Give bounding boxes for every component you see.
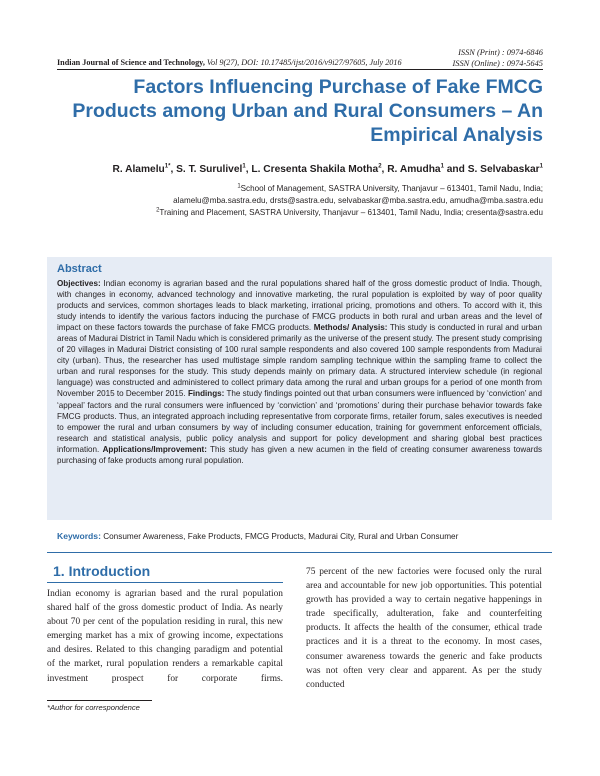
methods-text: This study is conducted in rural and urban areas of Madurai District in Tamil Nadu which is considered primarily as the universe of the present study. The present study comprising of 20 villages in Madurai District consisting of 100 rural sample respondents and also covered 100 sample respondents from Madurai city (urban). Thus, the researcher has used multistage simple random sampling technique within the sampling frame to collect the urban and rural responses for the study. This study depends mainly on primary data. A structured interview schedule (in regional language) was constructed and administered to collect primary data among the rural and urban groups for a period of one month from November 2015 to December 2015. [57,323,542,399]
author-name: R. Alamelu [112,164,165,175]
author-separator: and [443,164,468,175]
author-name: L. Cresenta Shakila Motha [251,164,379,175]
abstract-box [47,257,552,520]
issn-print: ISSN (Print) : 0974-6846 [458,48,543,57]
introduction-left-column: Indian economy is agrarian based and the rural population shared half of the gross domestic product of India. As nearly about 70 per cent of the population residing in rural, this new emerging market has a mix of growing income, expectations and desires. Related to this changing paradigm and potential of the market, rural population renders a remarkable capital investment prospect for corporate firms. [47,589,283,684]
methods-label: Methods/ Analysis: [313,323,388,333]
issn-online: ISSN (Online) : 0974-5645 [452,58,543,68]
keywords-label: Keywords: [57,531,101,541]
affiliation-1 [156,183,543,195]
introduction-heading-rule [47,582,283,583]
application-label: Applications/Improvement: [102,444,207,454]
application-text: This study has given a new acumen in the field of creating consumer awareness towards purchasing of fake products among rural population. [57,444,542,465]
objectives-label: Objectives: [57,279,101,288]
issn-block [453,48,543,69]
author-name: R. Amudha [387,164,441,175]
author-affiliation-mark: 1 [440,163,444,170]
affiliations [156,183,543,219]
header-rule [57,69,543,70]
objectives-text: Indian economy is agrarian based and the rural populations shared half of the gross domestic product of India. Though, with changes in economy, advanced technology and innovative marketing, the rural population is exploited by way of poor quality products and services, common shortages leads to black marketing, irrational pricing, promotions and others. To accord with it, this study intends to identify the various factors inducing the purchase of FMCG products in both rural and urban areas and the level of impact on these factors towards the purchase of fake FMCG products. [57,279,542,333]
introduction-heading: 1. Introduction [53,563,151,579]
keywords [57,531,543,542]
author-emails: alamelu@mba.sastra.edu, drsts@sastra.edu, selvabaskar@mba.sastra.edu, amudha@mba.sastra.edu [173,196,543,205]
affiliation-2-text: Training and Placement, SASTRA University, Thanjavur – 613401, Tamil Nadu, India; cresenta@sastra.edu [159,208,543,217]
section-divider [47,552,552,553]
affiliation-1-text: School of Management, SASTRA University, Thanjavur – 613401, Tamil Nadu, India; [240,184,543,193]
author-list [112,163,543,176]
author-separator: , [170,164,177,175]
keywords-text: Consumer Awareness, Fake Products, FMCG Products, Madurai City, Rural and Urban Consumer [100,532,459,541]
affiliation-mark: 1 [237,183,241,190]
author-separator: , [245,164,252,175]
author-separator: , [381,164,388,175]
journal-meta: Vol 9(27), DOI: 10.17485/ijst/2016/v9i27/97605, July 2016 [204,58,402,67]
author-affiliation-mark: 2 [378,163,382,170]
abstract-text [57,278,542,466]
affiliation-mark: 2 [156,207,160,214]
abstract-heading: Abstract [57,263,102,275]
author-affiliation-mark: 1* [164,163,171,170]
paper-title: Factors Influencing Purchase of Fake FMCG Products among Urban and Rural Consumers – An Empirical Analysis [72,76,543,146]
footnote: *Author for correspondence [47,703,140,712]
findings-label: Findings: [187,389,225,399]
author-name: S. T. Surulivel [176,164,243,175]
author-name: S. Selvabaskar [467,164,540,175]
journal-citation [57,57,402,68]
author-affiliation-mark: 1 [242,163,246,170]
footnote-rule [47,700,152,701]
findings-text: The study findings pointed out that urban consumers were influenced by ‘conviction’ and ‘appeal’ factors and the rural consumers were influenced by ‘conviction’ and ‘promotions’ during their purchase behavior towards fake FMCG products. Thus, an integrated approach including representative from corporate firms, retailer forum, sales executives is needed to empower the rural and urban consumers by way of including consumer education, training for government enforcement officials, research and statistical analysis, public policy analysis and support for policy development and sharing global best practices information. [57,389,543,454]
introduction-right-column: 75 percent of the new factories were focused only the rural area and accountable for new job opportunities. This potential growth has provided a way to certain negative happenings in trade specifically, adulteration, fake and counterfeiting products. It affects the health of the consumer, ethical trade practices and it is a threat to the economy. In most cases, consumer awareness towards the generic and fake products was not often very clear and apparent. As per the study conducted [306,567,542,690]
author-affiliation-mark: 1 [539,163,543,170]
journal-name: Indian Journal of Science and Technology, [57,58,205,67]
affiliation-2 [156,207,543,219]
